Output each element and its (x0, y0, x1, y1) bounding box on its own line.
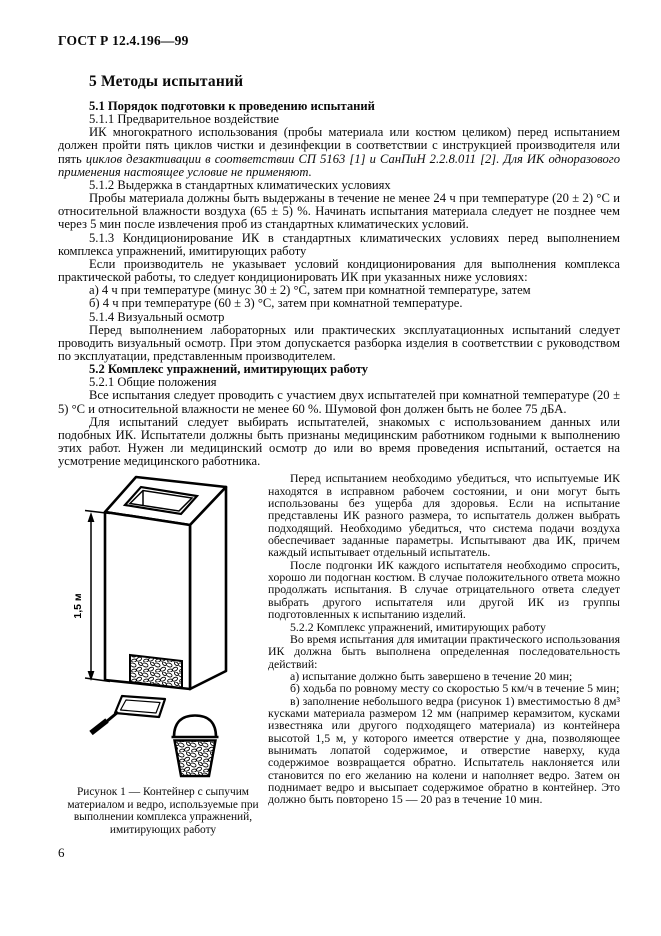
container-and-bucket-drawing (58, 472, 265, 778)
clause-5-2-1-text-3: Перед испытанием необходимо убедиться, что испытуемые ИК находятся в исправном рабочем состоянии, и они могут быть использованы без ущерба для здоровья. Если на испытание представлены ИК разного размера, то испытатель должен выбрать подходящий. Необходимо убедиться, что система подачи воздуха обеспечивает заданные параметры. Испытывают два ИК, причем каждый испытывает отдельный испытатель. (268, 471, 620, 560)
clause-5-1-1-text (58, 126, 620, 179)
clause-5-2-1-text-4: После подгонки ИК каждого испытателя необходимо спросить, хорошо ли подогнан костюм. В случае положительного ответа можно продолжать испытания. В случае отрицательного ответа следует выбрать другого испытателя или другой ИК из группы подготовленных к испытанию изделий. (268, 557, 620, 622)
figure-and-text-section (58, 472, 620, 836)
bucket-drawing (172, 716, 219, 777)
wrapped-text-column (268, 472, 620, 836)
clause-5-1-3-item-b: б) 4 ч при температуре (60 ± 3) °С, затем при комнатной температуре. (89, 296, 463, 311)
standard-number: ГОСТ Р 12.4.196—99 (58, 33, 189, 48)
section-title: 5 Методы испытаний (89, 73, 244, 90)
heading-5-1-2: 5.1.2 Выдержка в стандартных климатических условиях (89, 177, 391, 192)
clause-5-1-2-text: Пробы материала должны быть выдержаны в течение не менее 24 ч при температуре (20 ± 2) °С и относительной влажности воздуха (65 ± 5) %. Начинать испытания материала следует не позднее чем через 5 мин после извлечения проб из стандартных климатических условий. (58, 191, 620, 232)
clause-5-1-4-text: Перед выполнением лабораторных или практических эксплуатационных испытаний следует проводить визуальный осмотр. При этом допускается разборка изделия в соответствии с руководством по эксплуатации, представленным производителем. (58, 322, 620, 363)
height-dimension-label: 1,5 м (72, 593, 84, 620)
clause-5-2-2-item-a: а) испытание должно быть завершено в течение 20 мин; (290, 668, 573, 683)
heading-5-2: 5.2 Комплекс упражнений, имитирующих работу (89, 362, 369, 377)
page-number: 6 (58, 845, 65, 861)
clause-5-2-2-text: Во время испытания для имитации практического использования ИК должна быть выполнена определенная последовательность действий: (268, 631, 620, 671)
heading-5-1-4: 5.1.4 Визуальный осмотр (89, 309, 225, 324)
clause-5-2-2-item-b: б) ходьба по ровному месту со скоростью 5 км/ч в течение 5 мин; (290, 681, 620, 696)
clause-5-2-1-text-1: Все испытания следует проводить с участием двух испытателей при комнатной температуре (20 ± 5) °С и относительной влажности не менее 60 %. Шумовой фон должен быть не более 75 дБА. (58, 388, 620, 416)
heading-5-1-1: 5.1.1 Предварительное воздействие (89, 112, 280, 127)
clause-5-1-3-text: Если производитель не указывает условий кондиционирования для выполнения комплекса практической работы, то следует кондиционировать ИК при указанных ниже условиях: (58, 256, 620, 285)
heading-5-1: 5.1 Порядок подготовки к проведению испытаний (89, 99, 375, 113)
clause-5-1-1-italic-note: циклов дезактивации в соответствии СП 5163 [1] и СанПиН 2.2.8.011 [2]. Для ИК одноразового применения настоящее условие не применяют. (58, 151, 620, 179)
clause-5-1-3-item-a: а) 4 ч при температуре (минус 30 ± 2) °С, затем при комнатной температуре, затем (89, 283, 531, 298)
heading-5-2-1: 5.2.1 Общие положения (89, 375, 217, 390)
heading-5-1-3: 5.1.3 Кондиционирование ИК в стандартных климатических условиях перед выполнением комплекса упражнений, имитирующих работу (58, 230, 620, 258)
figure-1-caption: Рисунок 1 — Контейнер с сыпучим материалом и ведро, используемые при выполнении комплекса упражнений, имитирующих работу (67, 786, 259, 836)
container-bottom-opening-with-material (130, 655, 182, 688)
clause-5-1-1-regular: ИК многократного использования (пробы материала или костюм целиком) перед испытанием должен пройти пять циклов чистки и дезинфекции в соответствии с инструкцией производителя или пять (58, 125, 620, 166)
clause-5-2-1-text-2: Для испытаний следует выбирать испытателей, знакомых с использованием данных или подобных ИК. Испытатели должны быть признаны медицинским работником годными к выполнению этих работ. Нужен ли медицинский осмотр до или во время проведения испытаний, остается на усмотрение медицинского работника. (58, 414, 620, 469)
figure-1 (58, 472, 268, 836)
clause-5-2-2-item-v: в) заполнение небольшого ведра (рисунок 1) вместимостью 8 дм³ кусками материала размером 12 мм (например керамзитом, кусками известняка или другого подходящего материала) из контейнера высотой 1,5 м, у которого имеется отверстие у дна, позволяющее вынимать лопатой содержимое, и отверстие наверху, куда содержимое возвращается обратно. Испытатель наклоняется или становится по его желанию на колени и наполняет ведро. Затем он поднимает ведро и высыпает содержимое обратно в контейнер. Это должно быть повторено 15 — 20 раз в течение 10 мин. (268, 693, 620, 807)
shovel-drawing (91, 696, 165, 733)
heading-5-2-2: 5.2.2 Комплекс упражнений, имитирующих работу (290, 619, 546, 634)
